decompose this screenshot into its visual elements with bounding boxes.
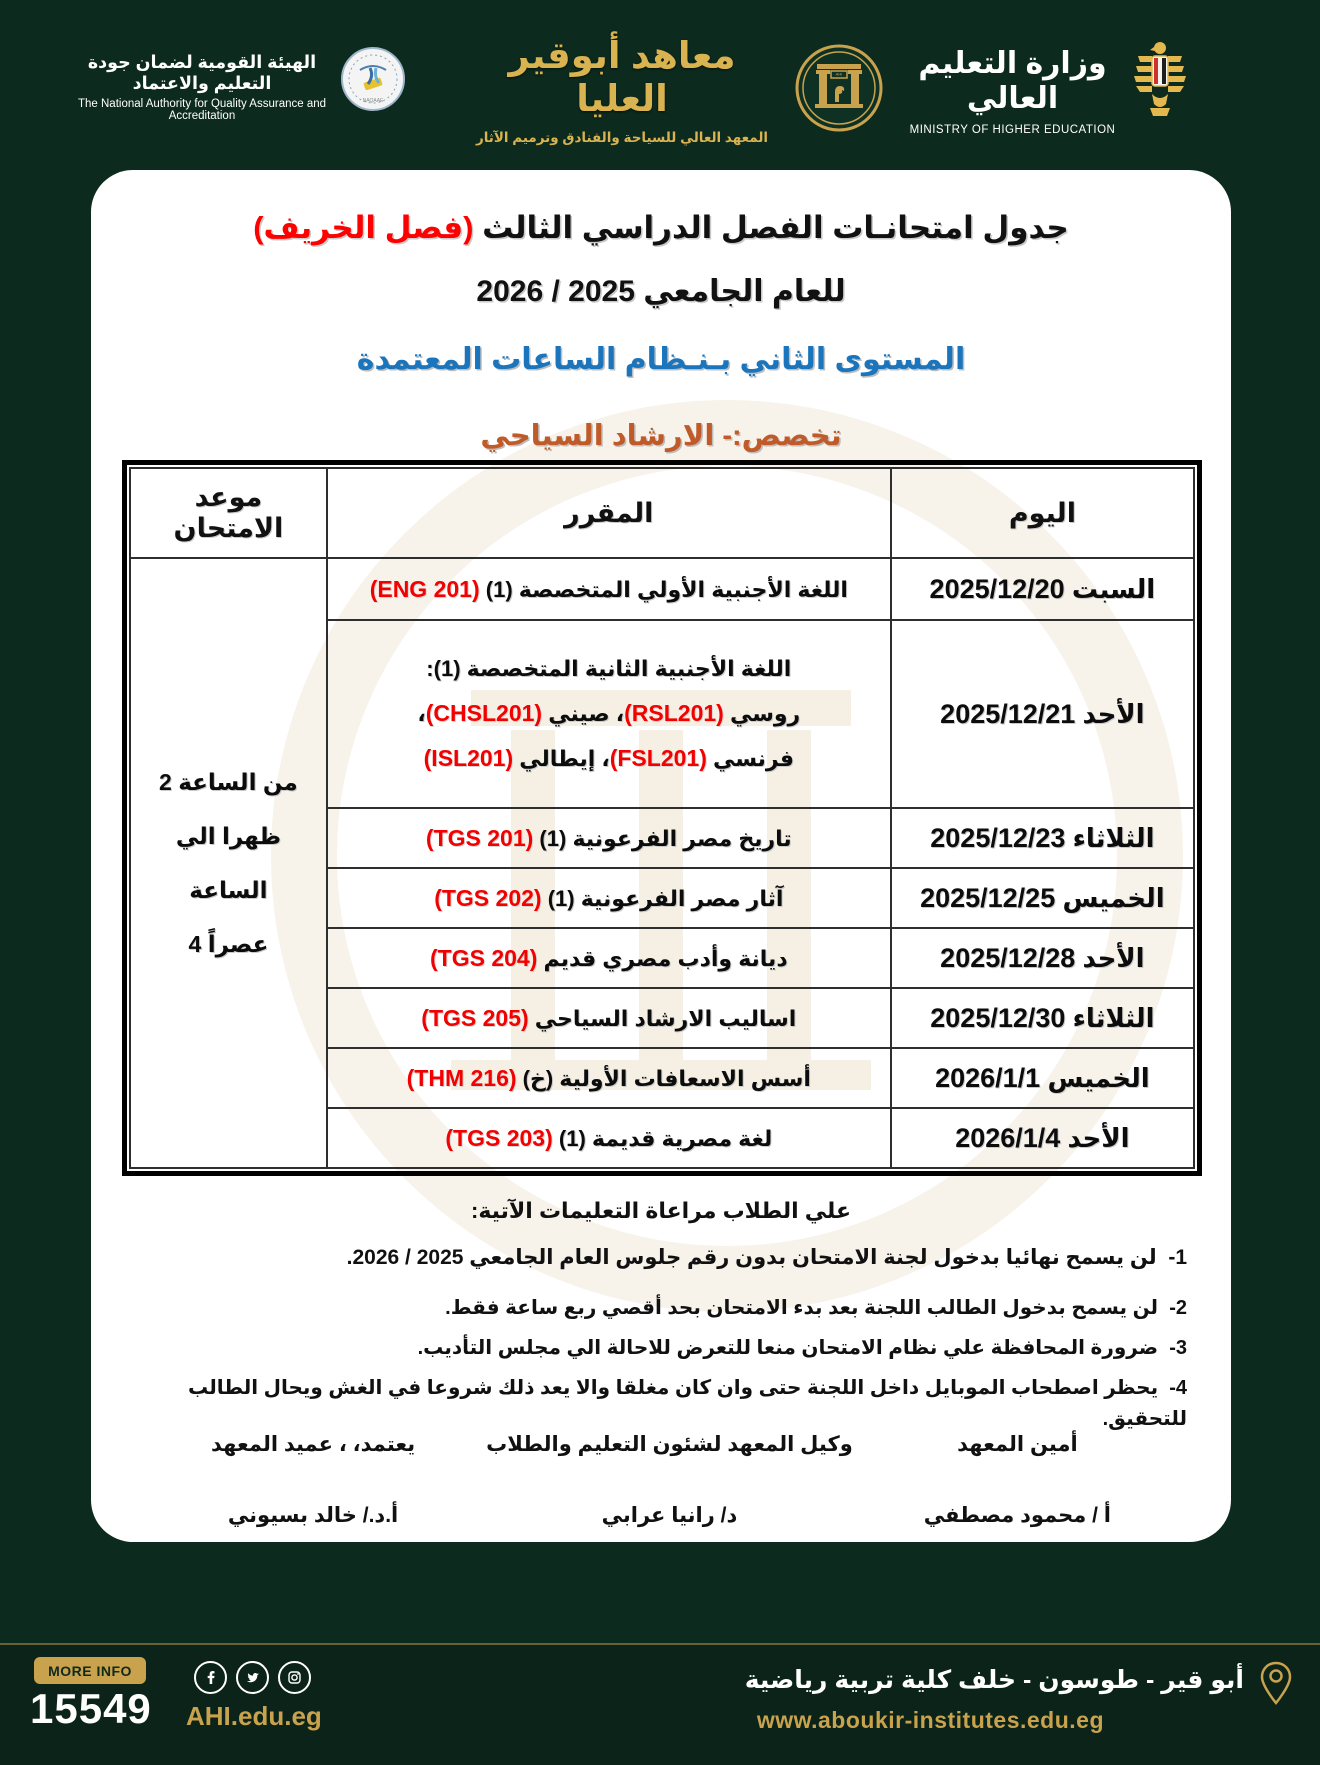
social-icons — [194, 1661, 311, 1694]
instagram-icon[interactable] — [278, 1661, 311, 1694]
signature-title: يعتمد، ، عميد المعهد — [211, 1433, 416, 1456]
course-code: (FSL201) — [609, 745, 707, 771]
column-header-time: موعد الامتحان — [130, 468, 327, 558]
title-red-part: (فصل الخريف) — [253, 210, 474, 245]
course-code: (RSL201) — [624, 700, 724, 726]
course-code: (TGS 203) — [445, 1124, 553, 1151]
document-title — [91, 210, 1231, 246]
facebook-icon[interactable] — [194, 1661, 227, 1694]
exam-time-cell: من الساعة 2 ظهرا الي الساعة 4 عصراً — [130, 558, 327, 1168]
instructions-list — [117, 1242, 1187, 1444]
institute-subtitle-ar: المعهد العالي للسياحة والفنادق وترميم الآثار — [475, 130, 769, 145]
ministry-title-ar: وزارة التعليم العالي — [918, 47, 1107, 115]
institute-emblem-icon — [795, 44, 883, 137]
day-cell: الأحد 2025/12/21 — [891, 620, 1194, 808]
signature-block — [924, 1432, 1111, 1528]
course-cell: آثار مصر الفرعونية (1) (TGS 202) — [327, 868, 891, 928]
naqaae-title-en: The National Authority for Quality Assurance and Accreditation — [77, 98, 327, 122]
short-website[interactable]: AHI.edu.eg — [186, 1701, 322, 1731]
course-code: (TGS 201) — [425, 824, 534, 851]
course-code: (ENG 201) — [369, 575, 480, 602]
signature-title: أمين المعهد — [957, 1433, 1078, 1456]
course-code: (ISL201) — [423, 745, 514, 771]
exam-table — [129, 467, 1195, 1169]
naqaae-emblem-icon — [340, 46, 406, 117]
day-cell: الثلاثاء 2025/12/23 — [891, 808, 1194, 868]
instruction-item: 2- لن يسمح بدخول الطالب اللجنة بعد بدء الامتحان بحد أقصي ربع ساعة فقط. — [445, 1296, 1187, 1319]
instruction-item: 3- ضرورة المحافظة علي نظام الامتحان منعا للتعرض للاحالة الي مجلس التأديب. — [417, 1336, 1187, 1359]
full-website[interactable]: www.aboukir-institutes.edu.eg — [756, 1707, 1104, 1733]
naqaae-title-ar: الهيئة القومية لضمان جودة التعليم والاعتماد — [87, 52, 317, 93]
signature-name: أ.د./ خالد بسيوني — [227, 1504, 399, 1527]
institute-address: أبو قير - طوسون - خلف كلية تربية رياضية — [744, 1666, 1244, 1694]
signature-block — [211, 1432, 415, 1528]
course-cell: تاريخ مصر الفرعونية (1) (TGS 201) — [327, 808, 891, 868]
footer-bar — [0, 1643, 1320, 1765]
course-code: (TGS 205) — [421, 1004, 529, 1031]
signatures — [91, 1432, 1231, 1528]
day-cell: الثلاثاء 2025/12/30 — [891, 988, 1194, 1048]
course-cell: اللغة الأجنبية الثانية المتخصصة (1): روسي (RSL201)، صيني (CHSL201)، فرنسي (FSL201)، إيطالي (ISL201) — [327, 620, 891, 808]
course-cell: أسس الاسعافات الأولية (خ) (THM 216) — [327, 1048, 891, 1108]
signature-name: أ / محمود مصطفي — [923, 1504, 1111, 1527]
instruction-item: 1- لن يسمح نهائيا بدخول لجنة الامتحان بدون رقم جلوس العام الجامعي 2025 / 2026. — [346, 1246, 1187, 1269]
egypt-eagle-icon — [1128, 38, 1192, 139]
header-band — [0, 0, 1320, 168]
hotline-number: 15549 — [30, 1685, 152, 1732]
title-black-part: جدول امتحانـات الفصل الدراسي الثالث — [473, 210, 1069, 245]
signature-name: د/ رانيا عرابي — [601, 1504, 738, 1527]
svg-text:NAQAAE: NAQAAE — [362, 98, 384, 104]
more-info-badge: MORE INFO — [34, 1657, 146, 1684]
column-header-course: المقرر — [327, 468, 891, 558]
course-code: (TGS 204) — [429, 944, 538, 971]
specialization-title: تخصص:- الارشاد السياحي — [480, 420, 842, 452]
instructions-title: علي الطلاب مراعاة التعليمات الآتية: — [471, 1198, 851, 1223]
schedule-card — [91, 170, 1231, 1542]
course-cell: ديانة وأدب مصري قديم (TGS 204) — [327, 928, 891, 988]
exam-table-wrapper — [122, 460, 1202, 1176]
institute-title-ar: معاهد أبوقير العليا — [508, 35, 736, 119]
day-cell: الخميس 2026/1/1 — [891, 1048, 1194, 1108]
day-cell: الأحد 2026/1/4 — [891, 1108, 1194, 1168]
course-cell: لغة مصرية قديمة (1) (TGS 203) — [327, 1108, 891, 1168]
naqaae-logo-text — [68, 52, 336, 122]
ministry-logo-text — [900, 46, 1125, 136]
course-cell: اساليب الارشاد السياحي (TGS 205) — [327, 988, 891, 1048]
table-header-row — [130, 468, 1194, 558]
day-cell: السبت 2025/12/20 — [891, 558, 1194, 620]
exam-table-body — [130, 558, 1194, 1168]
institute-logo-text — [462, 34, 782, 146]
twitter-icon[interactable] — [236, 1661, 269, 1694]
signature-title: وكيل المعهد لشئون التعليم والطلاب — [486, 1433, 853, 1456]
course-code: (TGS 202) — [434, 884, 542, 911]
course-code: (CHSL201) — [425, 700, 543, 726]
course-code: (THM 216) — [406, 1064, 517, 1091]
day-cell: الخميس 2025/12/25 — [891, 868, 1194, 928]
course-cell: اللغة الأجنبية الأولي المتخصصة (1) (ENG 201) — [327, 558, 891, 620]
signature-block — [486, 1432, 853, 1528]
academic-year-title: للعام الجامعي 2025 / 2026 — [476, 275, 846, 308]
instruction-item: 4- يحظر اصطحاب الموبايل داخل اللجنة حتى وان كان مغلقا والا يعد ذلك شروعا في الغش ويحال الطالب للتحقيق. — [188, 1376, 1187, 1430]
svg-text:AHI: AHI — [835, 71, 843, 77]
column-header-day: اليوم — [891, 468, 1194, 558]
ministry-title-en: MINISTRY OF HIGHER EDUCATION — [909, 124, 1116, 136]
table-row — [130, 558, 1194, 620]
location-pin-icon — [1258, 1661, 1294, 1710]
day-cell: الأحد 2025/12/28 — [891, 928, 1194, 988]
level-title: المستوى الثاني بـنـظام الساعات المعتمدة — [356, 343, 966, 376]
